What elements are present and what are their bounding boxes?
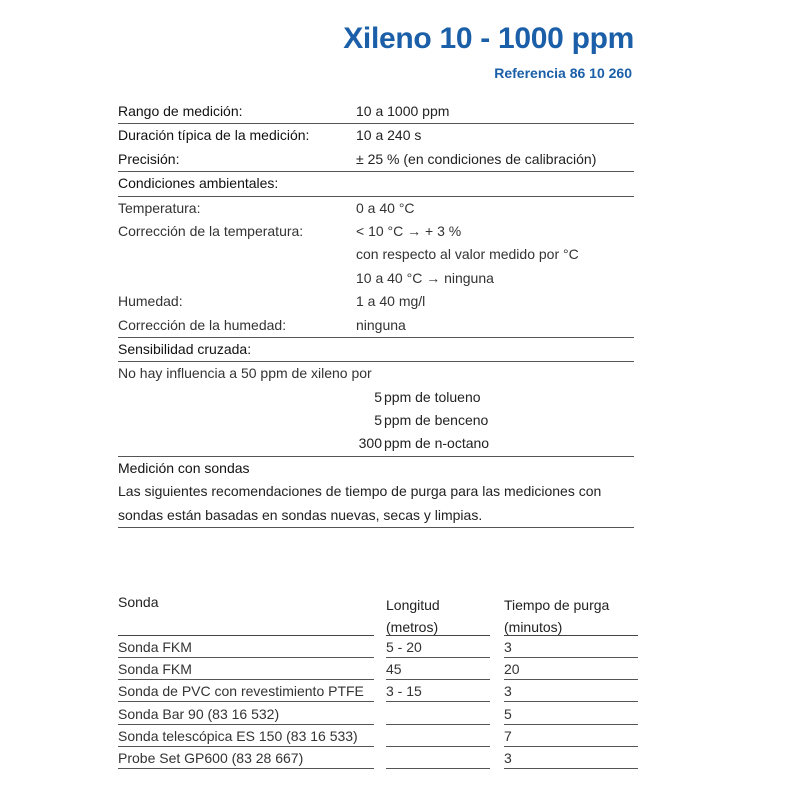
purge-time: 20 xyxy=(504,658,638,680)
table-row xyxy=(118,680,638,702)
purge-table-header xyxy=(118,590,638,636)
probe-name: Sonda de PVC con revestimiento PTFE xyxy=(118,680,374,702)
probe-measurement-label: Medición con sondas xyxy=(118,459,250,476)
probe-name: Sonda Bar 90 (83 16 532) xyxy=(118,703,374,725)
cross-sensitivity-amount: 5 xyxy=(374,412,382,429)
reference-number: Referencia 86 10 260 xyxy=(494,65,632,81)
precision-value: ± 25 % (en condiciones de calibración) xyxy=(356,150,597,167)
table-row xyxy=(118,747,638,769)
table-row xyxy=(118,636,638,658)
temperature-correction-row xyxy=(118,220,634,243)
humidity-value: 1 a 40 mg/l xyxy=(356,293,426,310)
temperature-correction-row-2 xyxy=(118,243,634,266)
probe-name: Sonda FKM xyxy=(118,658,374,680)
probe-length: 45 xyxy=(386,658,490,680)
specifications-section xyxy=(118,100,634,528)
cross-sensitivity-amount: 5 xyxy=(374,388,382,405)
probe-name: Sonda FKM xyxy=(118,636,374,658)
cross-sensitivity-item xyxy=(118,432,634,456)
purge-time-header-line1: Tiempo de purga xyxy=(504,597,610,613)
table-row xyxy=(118,658,638,680)
humidity-correction-value: ninguna xyxy=(356,316,406,333)
humidity-row xyxy=(118,290,634,313)
ambient-conditions-heading xyxy=(118,172,634,196)
cross-sensitivity-substance: ppm de benceno xyxy=(384,412,489,429)
probe-name: Probe Set GP600 (83 28 667) xyxy=(118,747,374,769)
purge-time: 7 xyxy=(504,725,638,747)
temperature-correction-range: 10 a 40 °C → ninguna xyxy=(356,269,494,286)
probe-column-header: Sonda xyxy=(118,594,159,610)
cross-sensitivity-substance: ppm de n-octano xyxy=(384,435,490,452)
purge-time-table xyxy=(118,590,638,769)
cross-sensitivity-item xyxy=(118,409,634,432)
cross-sensitivity-amount: 300 xyxy=(358,435,382,452)
probe-measurement-heading xyxy=(118,457,634,480)
measurement-duration-label: Duración típica de la medición: xyxy=(118,127,310,144)
probe-length xyxy=(386,703,490,725)
purge-time: 3 xyxy=(504,747,638,769)
humidity-correction-label: Corrección de la humedad: xyxy=(118,316,287,333)
probe-length xyxy=(386,747,490,769)
precision-row xyxy=(118,148,634,172)
length-column-header xyxy=(386,594,494,638)
purge-time: 3 xyxy=(504,680,638,702)
humidity-correction-row xyxy=(118,314,634,338)
purge-time: 5 xyxy=(504,703,638,725)
cross-sensitivity-intro-row xyxy=(118,362,634,385)
ambient-conditions-label: Condiciones ambientales: xyxy=(118,175,279,192)
cross-sensitivity-substance: ppm de tolueno xyxy=(384,388,481,405)
measurement-duration-row xyxy=(118,124,634,147)
length-header-line1: Longitud xyxy=(386,597,440,613)
measurement-range-row xyxy=(118,100,634,124)
measurement-range-label: Rango de medición: xyxy=(118,103,243,119)
probe-measurement-text: Las siguientes recomendaciones de tiempo de purga para las mediciones con xyxy=(118,483,602,500)
page-title: Xileno 10 - 1000 ppm xyxy=(343,22,634,55)
purge-time-column-header xyxy=(504,594,638,638)
cross-sensitivity-item xyxy=(118,386,634,409)
precision-label: Precisión: xyxy=(118,150,180,167)
cross-sensitivity-label: Sensibilidad cruzada: xyxy=(118,340,252,357)
purge-time: 3 xyxy=(504,636,638,658)
probe-name: Sonda telescópica ES 150 (83 16 533) xyxy=(118,725,374,747)
probe-measurement-text-row-2 xyxy=(118,504,634,528)
temperature-value: 0 a 40 °C xyxy=(356,199,415,216)
purge-time-header-line2: (minutos) xyxy=(504,619,563,635)
measurement-duration-value: 10 a 240 s xyxy=(356,127,422,144)
probe-length: 5 - 20 xyxy=(386,636,490,658)
probe-measurement-text-row xyxy=(118,480,634,503)
cross-sensitivity-intro: No hay influencia a 50 ppm de xileno por xyxy=(118,365,372,382)
measurement-range-value: 10 a 1000 ppm xyxy=(356,103,450,119)
probe-length: 3 - 15 xyxy=(386,680,490,702)
probe-length xyxy=(386,725,490,747)
table-row xyxy=(118,725,638,747)
humidity-label: Humedad: xyxy=(118,293,183,310)
table-row xyxy=(118,703,638,725)
temperature-correction-label: Corrección de la temperatura: xyxy=(118,222,304,239)
cross-sensitivity-heading xyxy=(118,338,634,362)
temperature-row xyxy=(118,197,634,220)
temperature-correction-value: < 10 °C → + 3 % xyxy=(356,222,462,239)
temperature-correction-row-3 xyxy=(118,267,634,290)
temperature-label: Temperatura: xyxy=(118,199,201,216)
temperature-correction-detail: con respecto al valor medido por °C xyxy=(356,246,579,263)
length-header-line2: (metros) xyxy=(386,619,439,635)
probe-measurement-text-2: sondas están basadas en sondas nuevas, secas y limpias. xyxy=(118,506,483,523)
